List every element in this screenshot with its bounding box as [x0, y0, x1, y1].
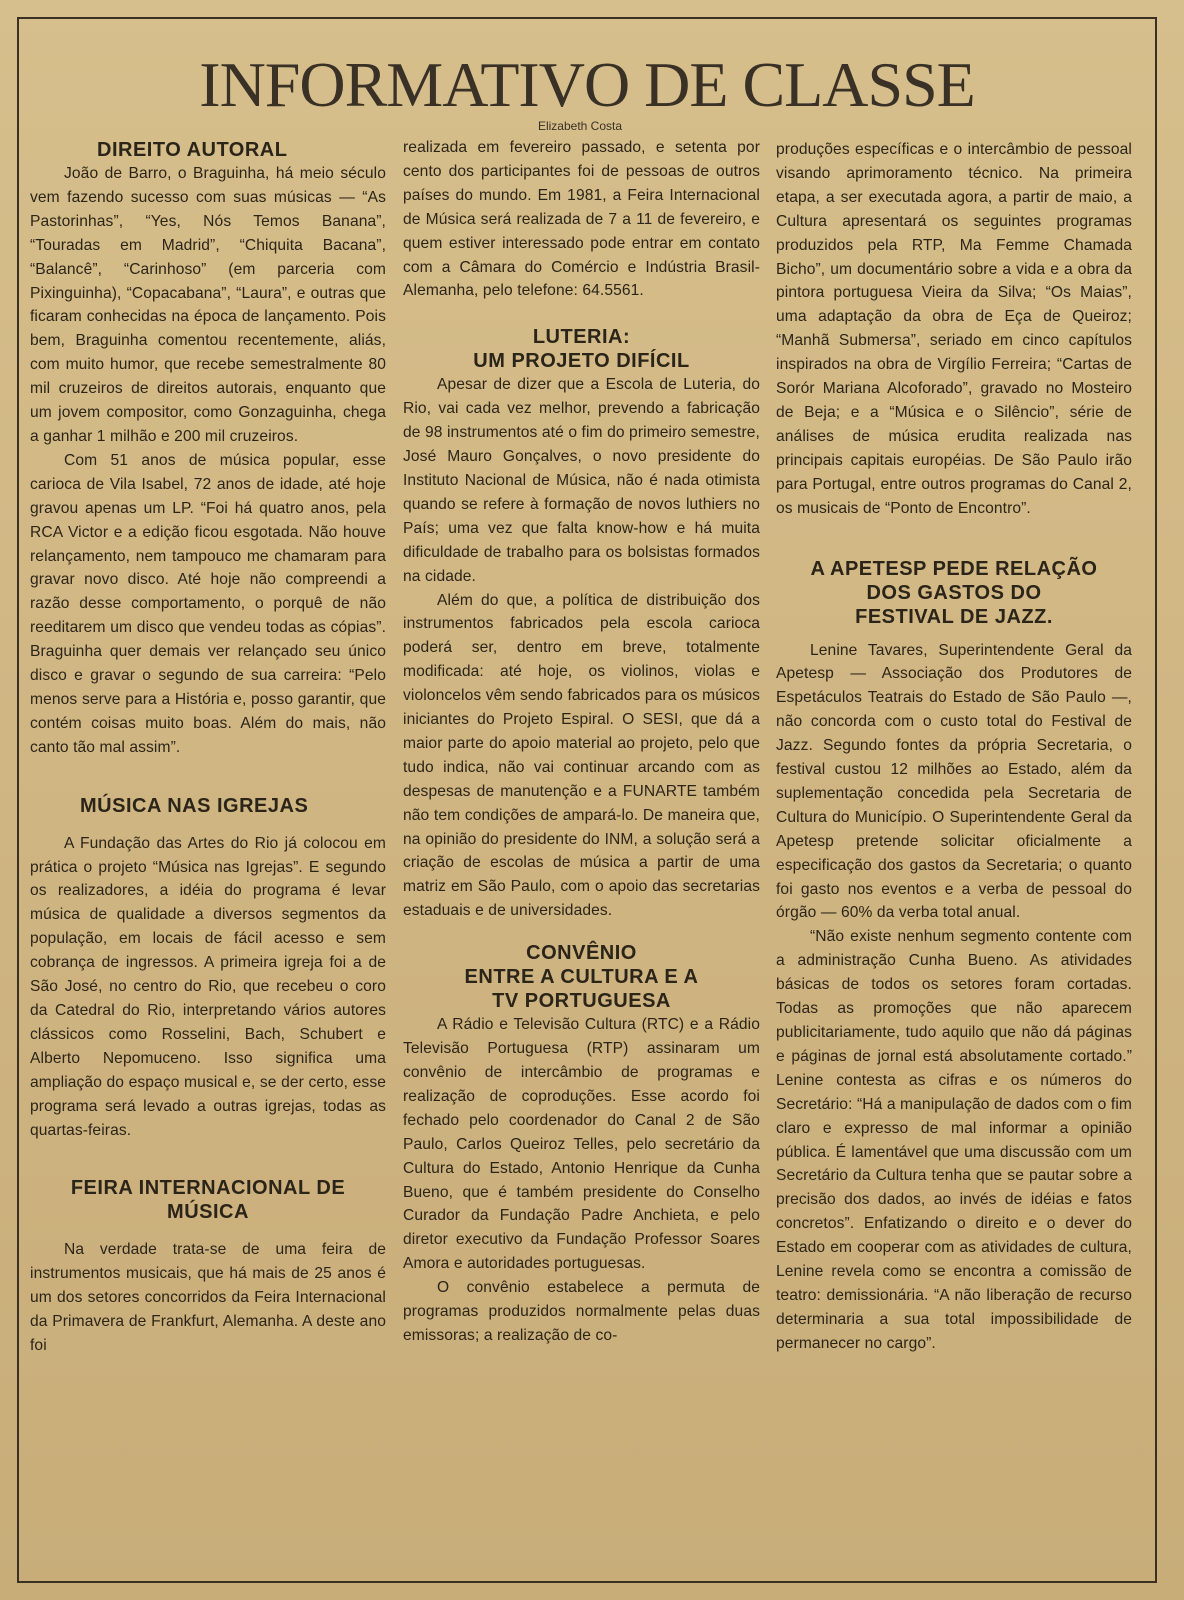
headline-musica-igrejas: MÚSICA NAS IGREJAS [80, 794, 309, 817]
article-paragraph: A Fundação das Artes do Rio já colocou em prática o projeto “Música nas Igrejas”. E segundo os realizadores, a idéia do programa é levar música de qualidade a diversos segmentos da população, em locais de fácil acesso e sem cobrança de ingressos. A primeira igreja foi a de São José, no centro do Rio, que recebeu o coro da Catedral do Rio, interpretando vários autores clássicos como Rosselini, Bach, Schubert e Alberto Nepomuceno. Isso significa uma ampliação do espaço musical e, se der certo, esse programa será levado a outras igrejas, todas as quartas-feiras. [30, 834, 386, 1139]
article-paragraph-continued: realizada em fevereiro passado, e setenta por cento dos participantes foi de pessoas de outros países do mundo. Em 1981, a Feira Internacional de Música será realizada de 7 a 11 de fevereiro, e quem estiver interessado pode entrar em contato com a Câmara do Comércio e Indústria Brasil-Alemanha, pelo telefone: 64.5561. [403, 139, 760, 300]
headline-apetesp-line1: A APETESP PEDE RELAÇÃO [810, 557, 1098, 580]
article-paragraph-continued: produções específicas e o intercâmbio de pessoal visando aprimoramento técnico. Na primeira etapa, a ser executada agora, a partir de maio, a Cultura apresentará os seguintes programas produzidos pela RTP, Ma Femme Chamada Bicho”, um documentário sobre a vida e a obra da pintora portuguesa Vieira da Silva; “Os Maias”, uma adaptação da obra de Eça de Queiroz; “Manhã Submersa”, seriado em cinco capítulos inspirados na obra de Virgílio Ferreira; “Cartas de Sorór Mariana Alcoforado”, gravado no Mosteiro de Beja; e a “Música e o Silêncio”, série de análises de música erudita realizada nas principais capitais européias. De São Paulo irão para Portugal, entre outros programas do Canal 2, os musicais de “Ponto de Encontro”. [776, 141, 1132, 517]
headline-convenio-line1: CONVÊNIO [526, 942, 637, 965]
masthead-title: INFORMATIVO DE CLASSE [199, 49, 975, 120]
article-paragraph: “Não existe nenhum segmento contente com a administração Cunha Bueno. As atividades básicas de todos os setores foram cortadas. Todas as promoções que não aparecem publicitariamente, tudo aquilo que não dá páginas e páginas de jornal está absolutamente cortado.” Lenine contesta as cifras e os números do Secretário: “Há a manipulação de dados com o fim claro e expresso de mal informar a opinião pública. É lamentável que uma discussão com um Secretário da Cultura tenha que se pautar sobre a precisão dos dados, ao invés de idéias e fatos concretos”. Enfatizando o direito e o dever do Estado em cooperar com as atividades de cultura, Lenine revela como se encontra a comissão de teatro: demissionária. “A não liberação de recurso determinaria a sua total impossibilidade de permanecer no cargo”. [776, 928, 1132, 1352]
headline-direito-autoral: DIREITO AUTORAL [97, 139, 288, 161]
article-paragraph: Apesar de dizer que a Escola de Luteria, do Rio, vai cada vez melhor, prevendo a fabricação de 98 instrumentos até o fim do primeiro semestre, José Mauro Gonçalves, o novo presidente do Instituto Nacional de Música, não é nada otimista quando se refere à formação de novos luthiers no País; uma vez que falta know-how e há muita dificuldade de trabalho para os bolsistas formados na cidade. [403, 376, 760, 585]
article-paragraph: O convênio estabelece a permuta de programas produzidos normalmente pelas duas emissoras; a realização de co- [403, 1279, 760, 1344]
article-paragraph: Além do que, a política de distribuição dos instrumentos fabricados pela escola carioca poderá ser, dentro em breve, totalmente modificada: até hoje, os violinos, violas e violoncelos vêm sendo fabricados para os músicos iniciantes do Projeto Espiral. O SESI, que dá a maior parte do apoio material ao projeto, pelo que tudo indica, não vai continuar arcando com as despesas de manutenção e a FUNARTE também não tem condições de ampará-lo. De maneira que, na opinião do presidente do INM, a solução será a criação de escolas de música a partir de uma matriz em São Paulo, com o apoio das secretarias estaduais e de universidades. [403, 591, 760, 920]
article-paragraph: João de Barro, o Braguinha, há meio século vem fazendo sucesso com suas músicas — “As Pastorinhas”, “Yes, Nós Temos Banana”, “Touradas em Madrid”, “Chiquita Bacana”, “Balancê”, “Carinhoso” (em parceria com Pixinguinha), “Copacabana”, “Laura”, e outras que ficaram conhecidas na época de lançamento. Pois bem, Braguinha comentou recentemente, aliás, com muito humor, que recebe semestralmente 80 mil cruzeiros de direitos autorais, enquanto que um jovem compositor, como Gonzaguinha, chega a ganhar 1 milhão e 200 mil cruzeiros. [30, 165, 386, 445]
headline-convenio-line2: ENTRE A CULTURA E A [464, 966, 699, 989]
headline-apetesp-line3: FESTIVAL DE JAZZ. [855, 605, 1053, 628]
article-paragraph: A Rádio e Televisão Cultura (RTC) e a Rádio Televisão Portuguesa (RTP) assinaram um convênio de intercâmbio de programas e realização de coproduções. Esse acordo foi fechado pelo coordenador do Canal 2 de São Paulo, Carlos Queiroz Telles, pelo secretário da Cultura do Estado, Antonio Henrique da Cunha Bueno, que é também presidente do Conselho Curador da Fundação Padre Anchieta, e pelo diretor executivo da Fundação Professor Soares Amora e autoridades portuguesas. [403, 1016, 760, 1273]
headline-feira-internacional: FEIRA INTERNACIONAL DE MÚSICA [70, 1177, 346, 1224]
column-1 [30, 138, 386, 1358]
article-paragraph: Na verdade trata-se de uma feira de instrumentos musicais, que há mais de 25 anos é um dos setores concorridos da Feira Internacional da Primavera de Frankfurt, Alemanha. A deste ano foi [30, 1241, 386, 1355]
article-paragraph: Com 51 anos de música popular, esse carioca de Vila Isabel, 72 anos de idade, até hoje gravou apenas um LP. “Foi há quatro anos, pela RCA Victor e a edição ficou esgotada. Não houve relançamento, nem tampouco me chamaram para gravar novo disco. Até hoje não compreendi a razão desse comportamento, o porquê de não reeditarem um disco que vendeu todas as cópias”. Braguinha quer demais ver relançado seu único disco e gravar o segundo de sua carreira: “Pelo menos serve para a História e, posso garantir, que contém coisas muito boas. Além do mais, não canto tão mal assim”. [30, 451, 386, 756]
headline-apetesp-line2: DOS GASTOS DO [866, 581, 1042, 604]
column-3 [776, 138, 1132, 1356]
headline-convenio-line3: TV PORTUGUESA [492, 990, 671, 1013]
column-2 [403, 136, 760, 1348]
article-paragraph: Lenine Tavares, Superintendente Geral da Apetesp — Associação dos Produtores de Espetáculos Teatrais do Estado de São Paulo —, não concorda com o custo total do Festival de Jazz. Segundo fontes da própria Secretaria, o festival custou 12 milhões ao Estado, além da suplementação concedida pela Secretaria de Cultura do Município. O Superintendente Geral da Apetesp pretende solicitar oficialmente a especificação dos gastos da Secretaria; o quanto foi gasto nos eventos e a verba de pessoal do órgão — 60% da verba total anual. [776, 641, 1132, 922]
byline: Elizabeth Costa [537, 119, 623, 133]
headline-luteria-line2: UM PROJETO DIFÍCIL [473, 350, 690, 373]
headline-luteria-line1: LUTERIA: [532, 326, 631, 349]
